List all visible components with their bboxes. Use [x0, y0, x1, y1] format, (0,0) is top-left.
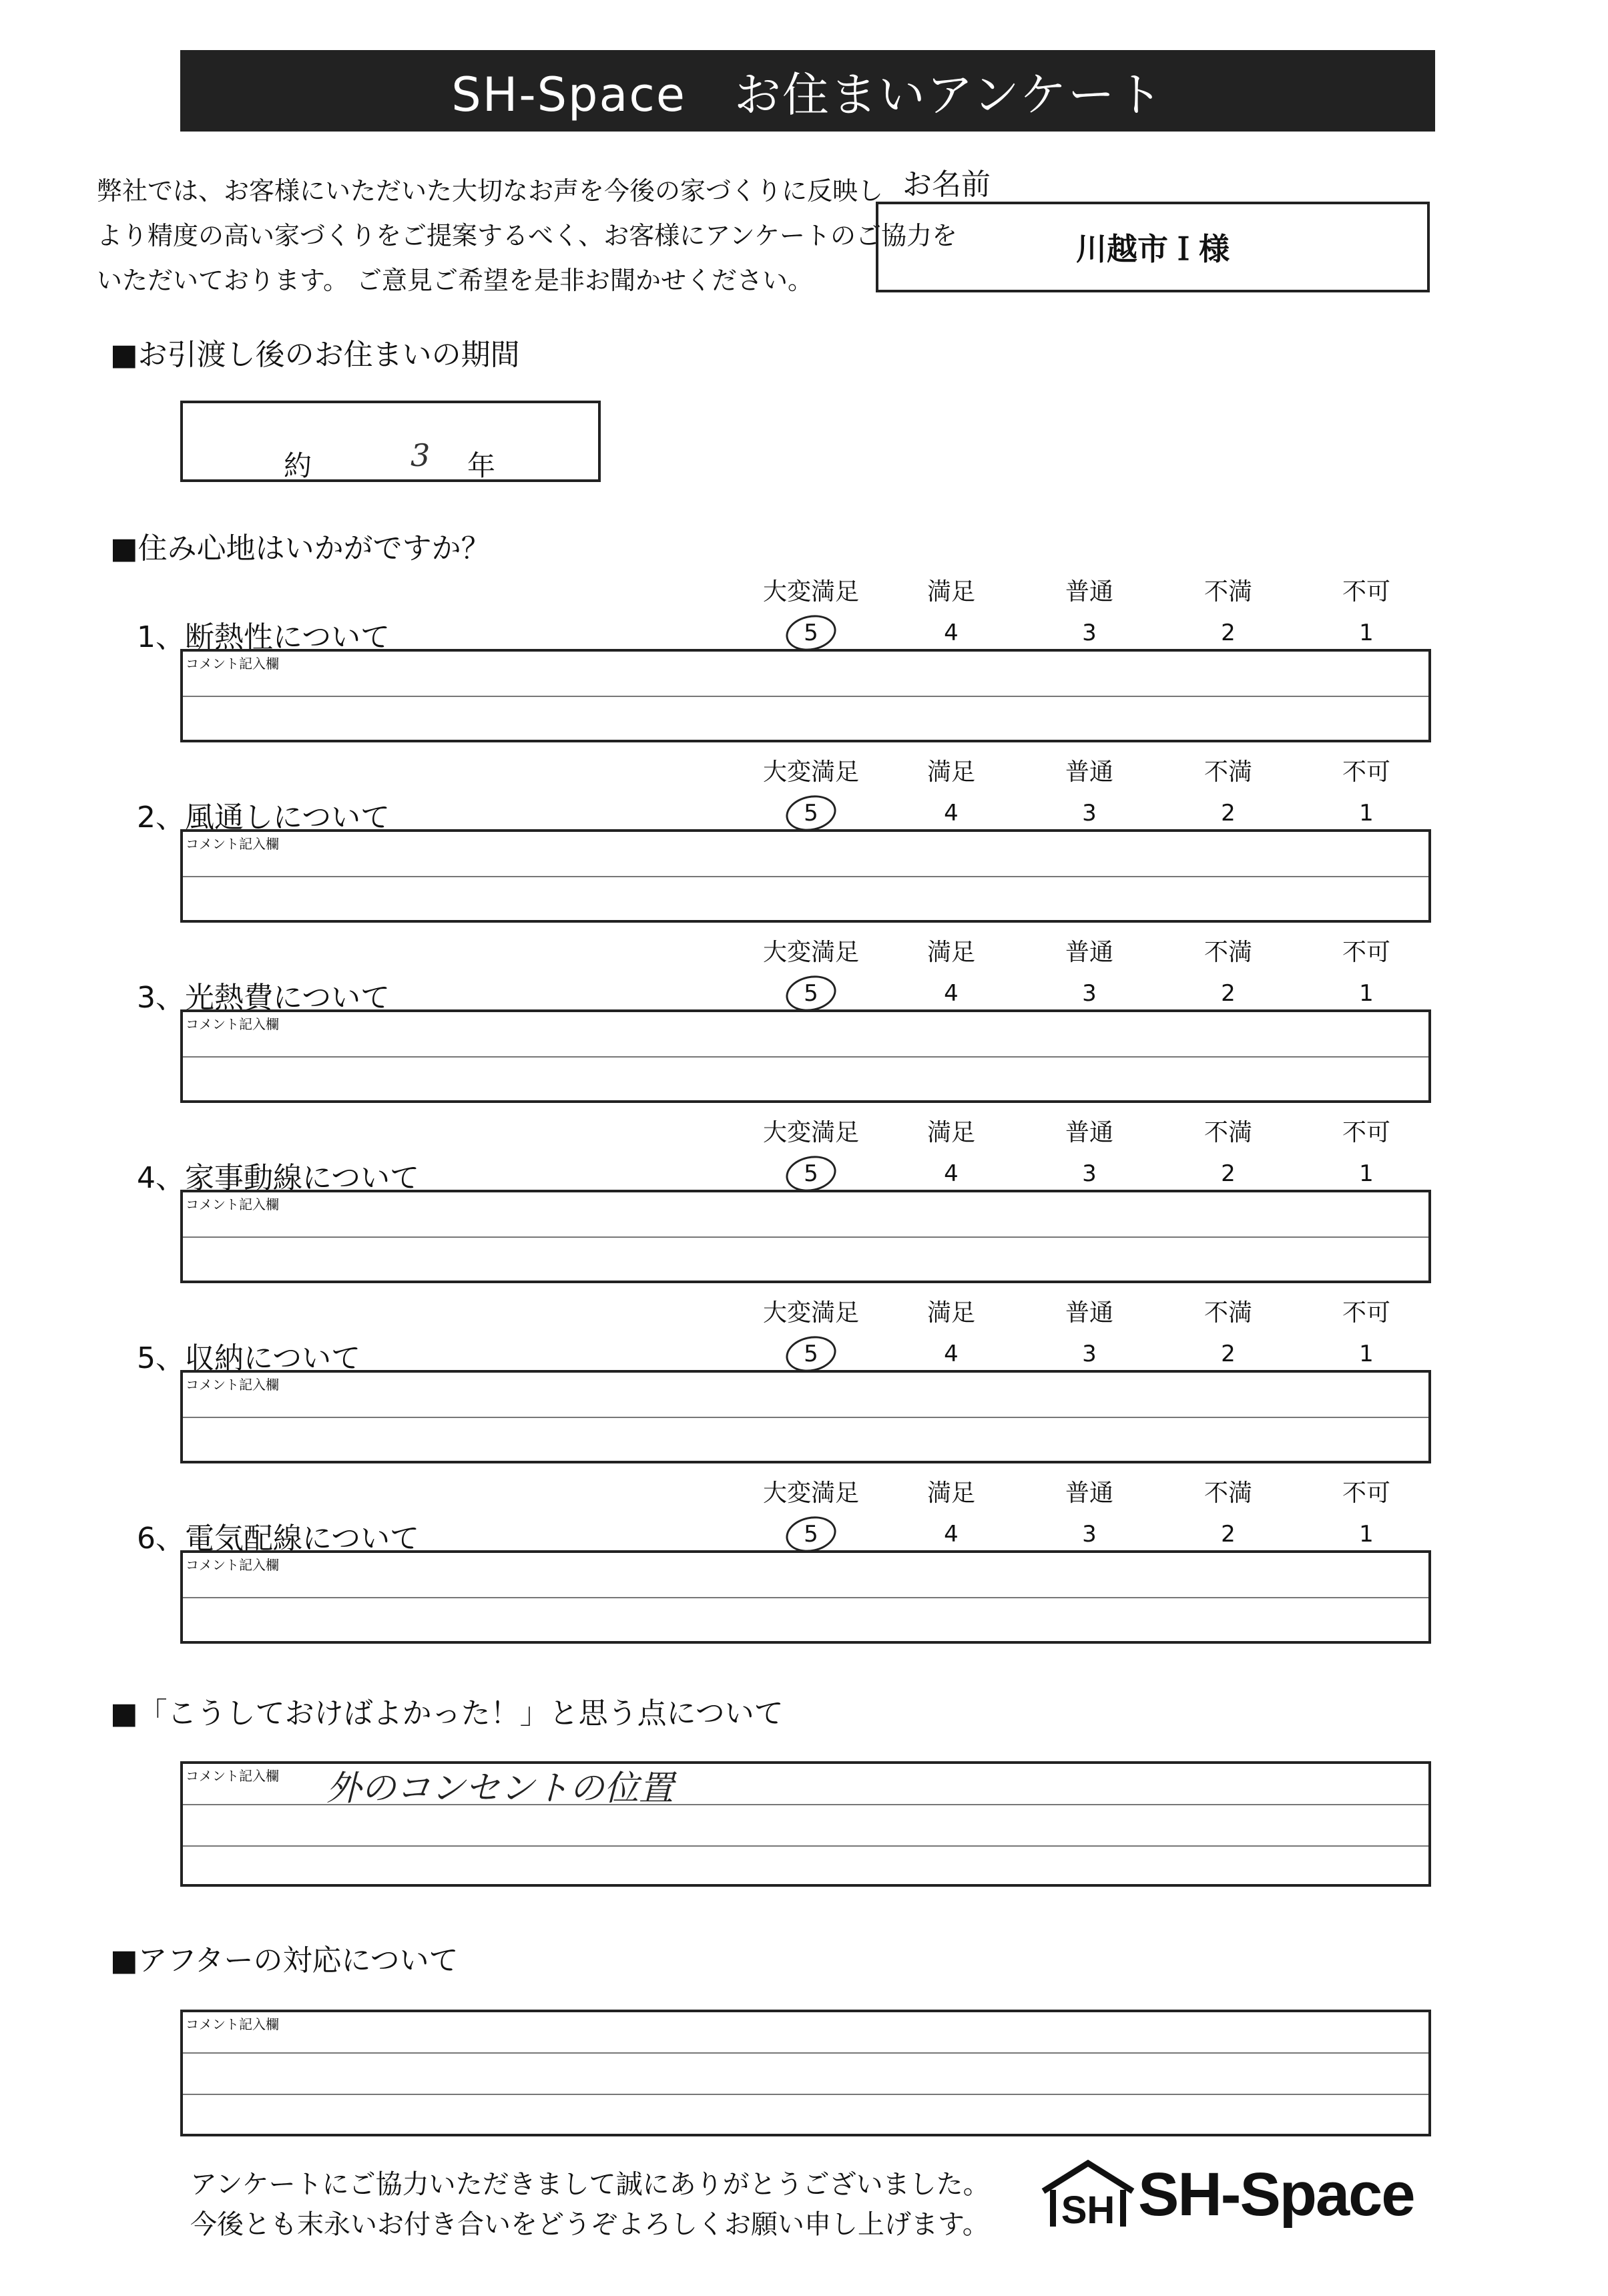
rating-header: 満足	[926, 939, 975, 966]
rating-header: 大変満足	[762, 578, 859, 606]
rating-option[interactable]: 2	[1221, 620, 1236, 646]
rating-option[interactable]: 1	[1359, 1160, 1374, 1187]
question-label: 1、断熱性について	[137, 620, 390, 654]
rating-option[interactable]: 3	[1082, 1160, 1097, 1187]
rating-header: 普通	[1065, 578, 1113, 606]
rating-header: 不可	[1342, 1479, 1390, 1507]
comment-line	[183, 876, 1428, 877]
rating-option[interactable]: 2	[1221, 1160, 1236, 1187]
name-field[interactable]	[876, 202, 1430, 292]
question-comment-box[interactable]	[180, 1550, 1431, 1644]
comment-line	[183, 1236, 1428, 1238]
thanks-line-2: 今後とも末永いお付き合いをどうぞよろしくお願い申し上げます。	[190, 2209, 989, 2240]
rating-header: 大変満足	[762, 1119, 859, 1146]
question-comment-box[interactable]	[180, 649, 1431, 742]
rating-option[interactable]: 1	[1359, 1341, 1374, 1367]
comment-line	[183, 1417, 1428, 1418]
rating-option[interactable]: 5	[804, 800, 818, 827]
after-section-title: ■アフターの対応について	[110, 1943, 459, 1978]
rating-option[interactable]: 1	[1359, 620, 1374, 646]
rating-option[interactable]: 1	[1359, 1521, 1374, 1548]
comment-label: コメント記入欄	[186, 1016, 279, 1032]
comment-line	[183, 1845, 1428, 1847]
rating-header: 不満	[1203, 1119, 1252, 1146]
question-comment-box[interactable]	[180, 1009, 1431, 1103]
rating-header: 普通	[1065, 939, 1113, 966]
rating-header: 不可	[1342, 939, 1390, 966]
rating-option[interactable]: 2	[1221, 980, 1236, 1007]
question-comment-box[interactable]	[180, 1370, 1431, 1463]
rating-option[interactable]: 3	[1082, 620, 1097, 646]
question-label: 5、収納について	[137, 1341, 361, 1375]
thanks-line-1: アンケートにご協力いただきまして誠にありがとうございました。	[190, 2169, 990, 2200]
rating-option[interactable]: 4	[944, 620, 959, 646]
rating-header: 不可	[1342, 1299, 1390, 1327]
rating-option[interactable]: 3	[1082, 1341, 1097, 1367]
rating-header: 不満	[1203, 578, 1252, 606]
rating-header: 不満	[1203, 1479, 1252, 1507]
name-value: 川越市Ｉ様	[1076, 231, 1230, 267]
rating-header: 不満	[1203, 1299, 1252, 1327]
rating-header: 不満	[1203, 939, 1252, 966]
rating-header: 普通	[1065, 1299, 1113, 1327]
comment-label: コメント記入欄	[186, 1768, 279, 1784]
svg-text:SH: SH	[1061, 2189, 1115, 2231]
rating-header: 不可	[1342, 758, 1390, 786]
rating-header: 満足	[926, 578, 975, 606]
period-suffix: 年	[467, 449, 496, 482]
rating-option[interactable]: 4	[944, 1521, 959, 1548]
rating-option[interactable]: 4	[944, 1160, 959, 1187]
rating-option[interactable]: 5	[804, 980, 818, 1007]
rating-header: 大変満足	[762, 1479, 859, 1507]
comment-line	[183, 2052, 1428, 2054]
intro-line-3: いただいております。 ご意見ご希望を是非お聞かせください。	[97, 266, 814, 295]
period-value: 3	[411, 437, 431, 473]
rating-header: 満足	[926, 1119, 975, 1146]
rating-header: 大変満足	[762, 939, 859, 966]
comment-label: コメント記入欄	[186, 1377, 279, 1393]
rating-option[interactable]: 5	[804, 1341, 818, 1367]
rating-header: 不可	[1342, 578, 1390, 606]
question-label: 3、光熱費について	[137, 981, 390, 1015]
rating-option[interactable]: 4	[944, 1341, 959, 1367]
rating-option[interactable]: 2	[1221, 1521, 1236, 1548]
house-sh-logo-icon	[1038, 2158, 1138, 2231]
name-label: お名前	[902, 168, 991, 202]
rating-option[interactable]: 3	[1082, 980, 1097, 1007]
rating-header: 普通	[1065, 758, 1113, 786]
intro-line-1: 弊社では、お客様にいただいた大切なお声を今後の家づくりに反映し	[97, 176, 884, 206]
rating-option[interactable]: 5	[804, 1521, 818, 1548]
comment-label: コメント記入欄	[186, 1557, 279, 1573]
comment-line	[183, 696, 1428, 697]
regret-answer: 外のコンセントの位置	[326, 1769, 674, 1809]
comment-label: コメント記入欄	[186, 1196, 279, 1212]
question-label: 4、家事動線について	[137, 1161, 420, 1195]
rating-header: 満足	[926, 758, 975, 786]
rating-header: 不満	[1203, 758, 1252, 786]
period-prefix: 約	[284, 449, 312, 482]
intro-line-2: より精度の高い家づくりをご提案するべく、お客様にアンケートのご協力を	[97, 221, 957, 250]
comment-label: コメント記入欄	[186, 656, 279, 672]
rating-option[interactable]: 2	[1221, 1341, 1236, 1367]
regret-comment-box[interactable]	[180, 1761, 1431, 1887]
rating-option[interactable]: 5	[804, 1160, 818, 1187]
question-comment-box[interactable]	[180, 1190, 1431, 1283]
period-field[interactable]	[180, 401, 601, 482]
rating-option[interactable]: 2	[1221, 800, 1236, 827]
rating-header: 大変満足	[762, 758, 859, 786]
question-label: 2、風通しについて	[137, 800, 390, 835]
rating-header: 不可	[1342, 1119, 1390, 1146]
rating-option[interactable]: 1	[1359, 980, 1374, 1007]
sh-space-logo	[1038, 2151, 1414, 2238]
question-label: 6、電気配線について	[137, 1522, 420, 1556]
logo-text: SH-Space	[1138, 2160, 1414, 2229]
rating-option[interactable]: 5	[804, 620, 818, 646]
rating-option[interactable]: 1	[1359, 800, 1374, 827]
page-title: SH-Space お住まいアンケート	[180, 50, 1435, 132]
rating-header: 大変満足	[762, 1299, 859, 1327]
rating-option[interactable]: 4	[944, 800, 959, 827]
comment-label: コメント記入欄	[186, 836, 279, 852]
regret-section-title: ■「こうしておけばよかった！」と思う点について	[110, 1696, 784, 1731]
period-section-title: ■お引渡し後のお住まいの期間	[110, 338, 520, 372]
comfort-section-title: ■住み心地はいかがですか？	[110, 531, 491, 565]
rating-header: 満足	[926, 1479, 975, 1507]
comment-line	[183, 1056, 1428, 1058]
rating-option[interactable]: 3	[1082, 1521, 1097, 1548]
comment-line	[183, 1597, 1428, 1598]
question-comment-box[interactable]	[180, 829, 1431, 923]
comment-label: コメント記入欄	[186, 2016, 279, 2032]
rating-header: 満足	[926, 1299, 975, 1327]
rating-option[interactable]: 4	[944, 980, 959, 1007]
after-comment-box[interactable]	[180, 2010, 1431, 2136]
rating-header: 普通	[1065, 1479, 1113, 1507]
rating-header: 普通	[1065, 1119, 1113, 1146]
comment-line	[183, 2094, 1428, 2095]
rating-option[interactable]: 3	[1082, 800, 1097, 827]
